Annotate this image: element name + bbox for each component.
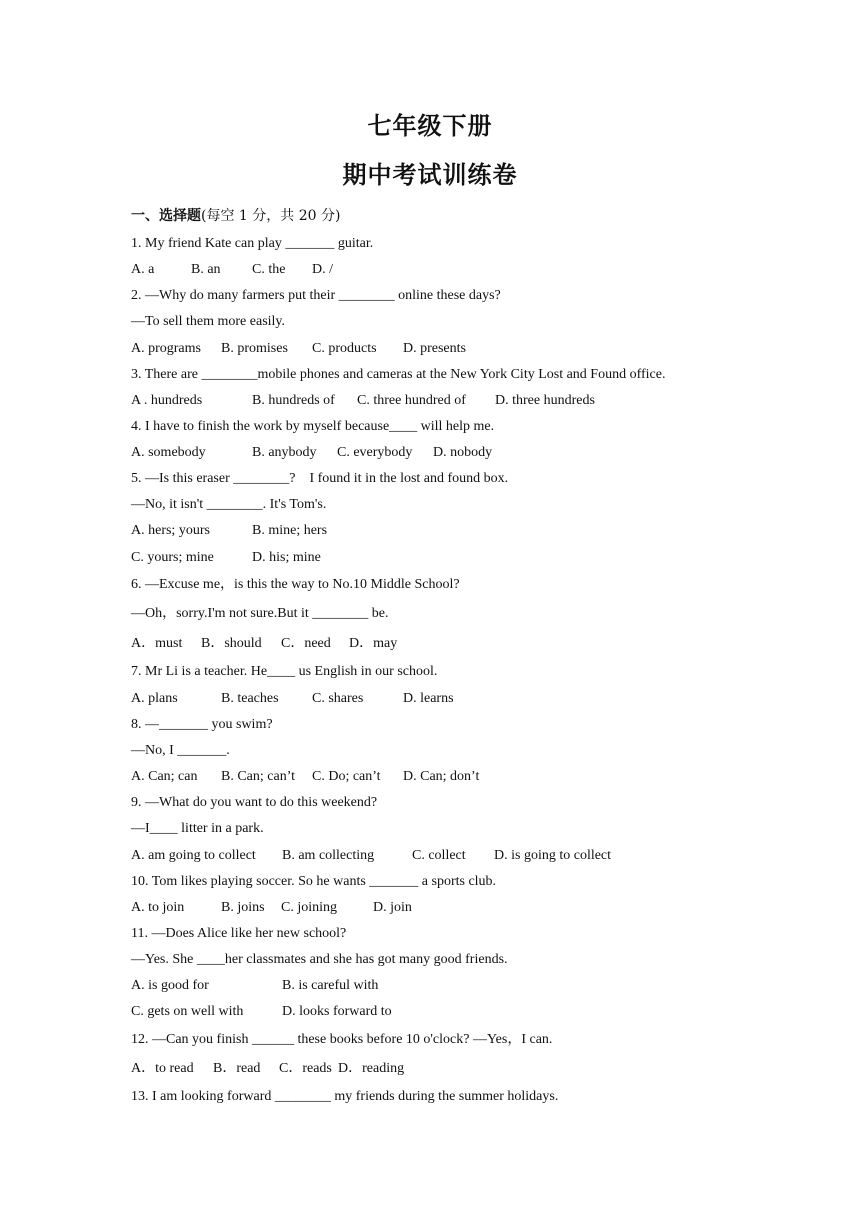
- option-a: A. to join: [131, 900, 185, 915]
- option-d: D. looks forward to: [282, 1004, 392, 1019]
- section-heading: [131, 205, 340, 225]
- question-stem: 4. I have to finish the work by myself because____ will help me.: [131, 419, 495, 434]
- question-stem: 10. Tom likes playing soccer. So he wants _______ a sports club.: [131, 874, 497, 889]
- option-c: C. joining: [281, 900, 338, 915]
- option-b: B．read: [213, 1061, 261, 1076]
- option-a: A. is good for: [131, 978, 209, 993]
- question-stem: 2. —Why do many farmers put their ________ online these days?: [131, 288, 501, 303]
- question-stem: 3. There are ________mobile phones and cameras at the New York City Lost and Found office.: [131, 367, 666, 382]
- option-d: D．reading: [338, 1061, 405, 1076]
- option-d: D. three hundreds: [495, 393, 595, 408]
- question-stem: —I____ litter in a park.: [131, 821, 264, 836]
- option-a: A. plans: [131, 691, 178, 706]
- section-note: (每空 1 分，共 20 分): [201, 208, 341, 224]
- option-d: D. his; mine: [252, 550, 321, 565]
- option-c: C. three hundred of: [357, 393, 466, 408]
- option-a: A．to read: [131, 1061, 194, 1076]
- question-stem: —To sell them more easily.: [131, 314, 286, 329]
- question-stem: 9. —What do you want to do this weekend?: [131, 795, 378, 810]
- option-d: D. nobody: [433, 445, 493, 460]
- option-a: A. hers; yours: [131, 523, 210, 538]
- section-title: 一、选择题: [131, 208, 201, 224]
- option-a: A. a: [131, 262, 155, 277]
- option-c: C. shares: [312, 691, 364, 706]
- option-c: C. products: [312, 341, 377, 356]
- option-b: B. Can; can’t: [221, 769, 296, 784]
- option-c: C．reads: [279, 1061, 332, 1076]
- option-b: B. teaches: [221, 691, 279, 706]
- option-c: C．need: [281, 636, 331, 651]
- option-c: C. everybody: [337, 445, 413, 460]
- option-c: C. Do; can’t: [312, 769, 381, 784]
- option-c: C. yours; mine: [131, 550, 214, 565]
- question-stem: 7. Mr Li is a teacher. He____ us English in our school.: [131, 664, 438, 679]
- option-b: B. an: [191, 262, 221, 277]
- page-subtitle: 期中考试训练卷: [342, 160, 518, 189]
- option-a: A. Can; can: [131, 769, 198, 784]
- option-a: A. programs: [131, 341, 201, 356]
- option-d: D. learns: [403, 691, 454, 706]
- option-c: C. collect: [412, 848, 466, 863]
- option-b: B. mine; hers: [252, 523, 328, 538]
- option-a: A . hundreds: [131, 393, 203, 408]
- question-stem: —No, I _______.: [131, 743, 230, 758]
- option-c: C. gets on well with: [131, 1004, 244, 1019]
- question-stem: 1. My friend Kate can play _______ guitar.: [131, 236, 374, 251]
- question-stem: 12. —Can you finish ______ these books before 10 o'clock? —Yes，I can.: [131, 1032, 553, 1047]
- option-d: D. presents: [403, 341, 466, 356]
- option-b: B. am collecting: [282, 848, 375, 863]
- option-b: B. joins: [221, 900, 265, 915]
- option-b: B. promises: [221, 341, 288, 356]
- option-b: B．should: [201, 636, 262, 651]
- option-a: A. am going to collect: [131, 848, 256, 863]
- option-d: D. is going to collect: [494, 848, 612, 863]
- option-b: B. hundreds of: [252, 393, 335, 408]
- question-stem: —Oh，sorry.I'm not sure.But it ________ be.: [131, 606, 389, 621]
- option-b: B. anybody: [252, 445, 317, 460]
- page-title: 七年级下册: [367, 111, 493, 140]
- question-stem: 13. I am looking forward ________ my friends during the summer holidays.: [131, 1089, 559, 1104]
- question-stem: 5. —Is this eraser ________? I found it in the lost and found box.: [131, 471, 509, 486]
- option-d: D. Can; don’t: [403, 769, 480, 784]
- question-stem: 8. —_______ you swim?: [131, 717, 273, 732]
- option-a: A. somebody: [131, 445, 206, 460]
- question-stem: 11. —Does Alice like her new school?: [131, 926, 347, 941]
- option-b: B. is careful with: [282, 978, 379, 993]
- option-c: C. the: [252, 262, 286, 277]
- question-stem: —No, it isn't ________. It's Tom's.: [131, 497, 327, 512]
- option-d: D．may: [349, 636, 398, 651]
- option-d: D. join: [373, 900, 412, 915]
- question-stem: 6. —Excuse me，is this the way to No.10 Middle School?: [131, 577, 460, 592]
- option-a: A．must: [131, 636, 183, 651]
- option-d: D. /: [312, 262, 333, 277]
- question-stem: —Yes. She ____her classmates and she has got many good friends.: [131, 952, 508, 967]
